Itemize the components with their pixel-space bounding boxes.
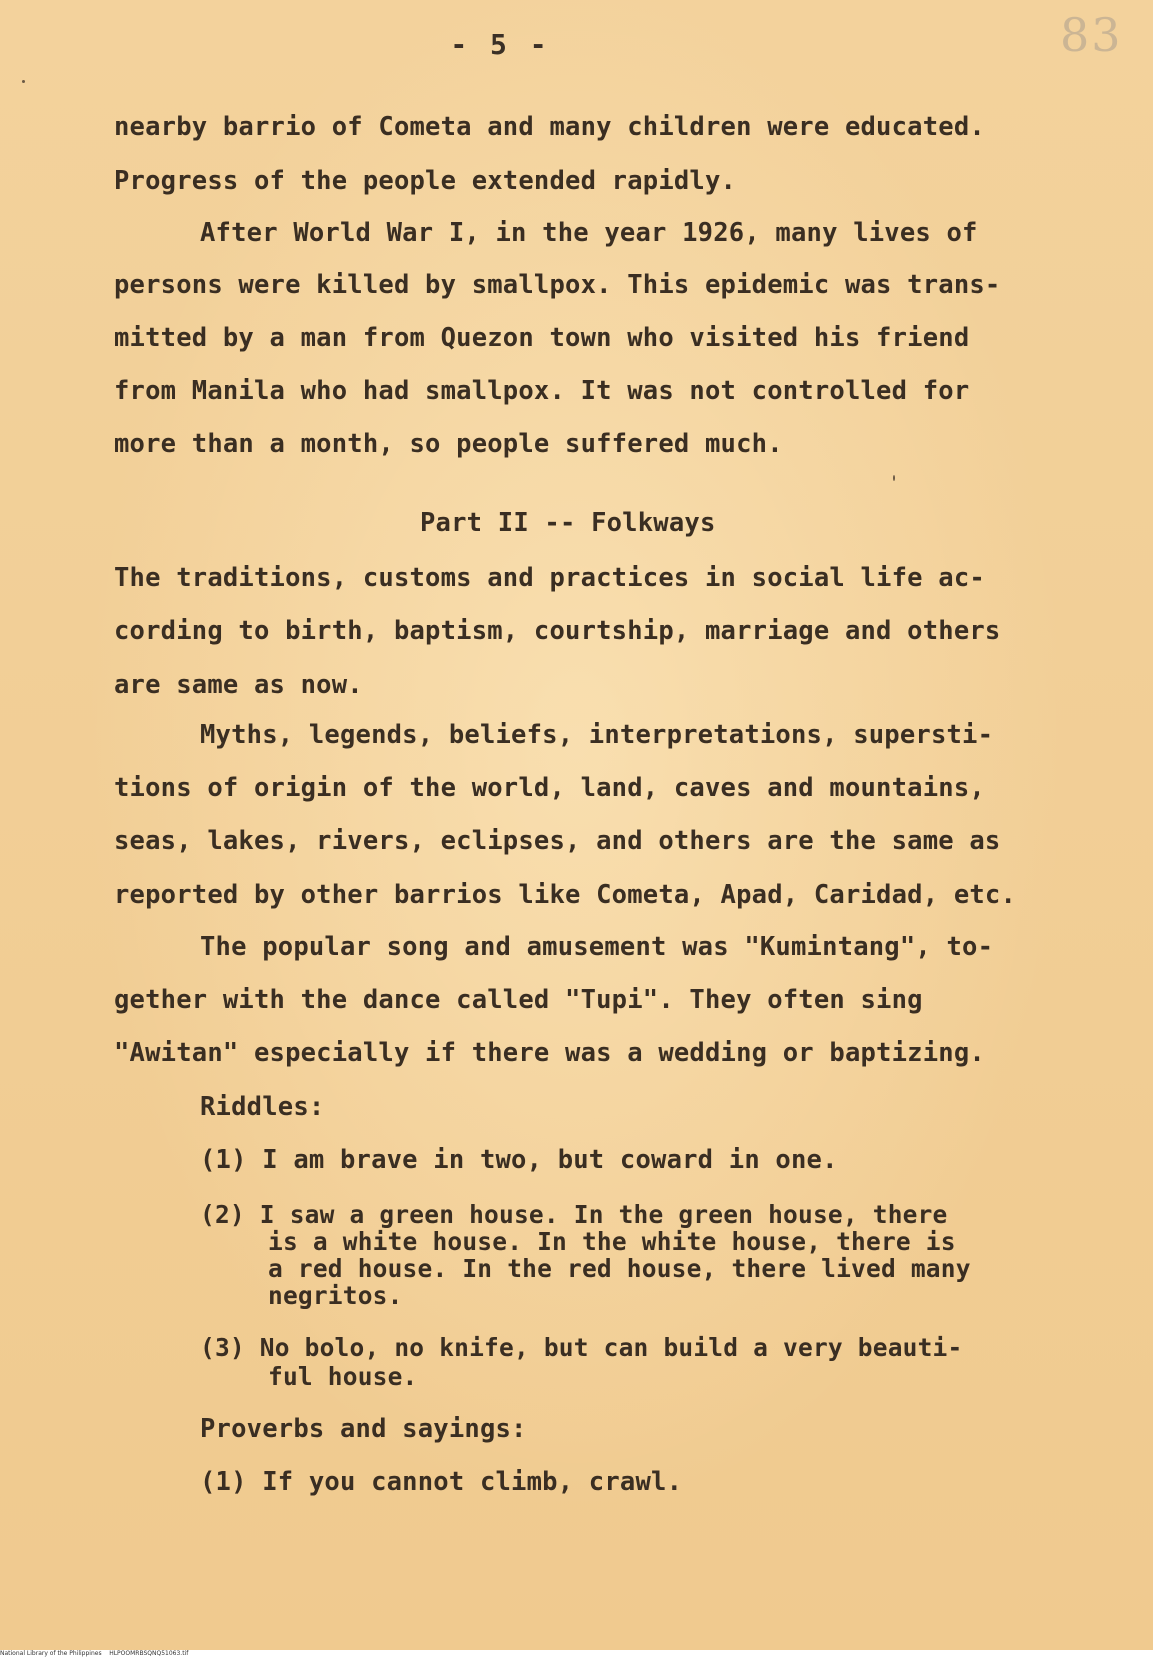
riddle-3-line-1: (3) No bolo, no knife, but can build a very beauti- xyxy=(200,1333,963,1362)
ink-speck xyxy=(893,475,895,481)
archive-footer: National Library of the Philippines HLPOOMRBSQNQ51063.tif xyxy=(0,1650,1153,1658)
riddle-2-line-1: (2) I saw a green house. In the green house, there xyxy=(200,1200,948,1229)
riddle-2-line-4: negritos. xyxy=(268,1281,403,1310)
riddle-2-line-3: a red house. In the red house, there lived many xyxy=(268,1254,971,1283)
riddles-label: Riddles: xyxy=(200,1092,325,1122)
body-line-6: from Manila who had smallpox. It was not controlled for xyxy=(114,376,970,406)
archive-stamp-number: 83 xyxy=(1060,8,1123,62)
folkways-line-10: "Awitan" especially if there was a wedding or baptizing. xyxy=(114,1038,985,1068)
body-line-5: mitted by a man from Quezon town who visited his friend xyxy=(114,323,970,353)
section-heading: Part II -- Folkways xyxy=(420,508,716,538)
folkways-line-3: are same as now. xyxy=(114,670,363,700)
proverb-1: (1) If you cannot climb, crawl. xyxy=(200,1467,683,1497)
riddle-3-line-2: ful house. xyxy=(268,1362,418,1391)
folkways-line-1: The traditions, customs and practices in social life ac- xyxy=(114,563,985,593)
body-line-2: Progress of the people extended rapidly. xyxy=(114,166,737,196)
body-line-7: more than a month, so people suffered much. xyxy=(114,429,783,459)
body-line-3: After World War I, in the year 1926, many lives of xyxy=(200,218,978,248)
folkways-line-6: seas, lakes, rivers, eclipses, and others are the same as xyxy=(114,826,1001,856)
folkways-line-7: reported by other barrios like Cometa, Apad, Caridad, etc. xyxy=(114,880,1017,910)
riddle-2-line-2: is a white house. In the white house, there is xyxy=(268,1227,956,1256)
folkways-line-9: gether with the dance called "Tupi". They often sing xyxy=(114,985,923,1015)
page-number: - 5 - xyxy=(450,28,550,61)
body-line-1: nearby barrio of Cometa and many children were educated. xyxy=(114,112,985,142)
folkways-line-8: The popular song and amusement was "Kumintang", to- xyxy=(200,932,994,962)
folkways-line-2: cording to birth, baptism, courtship, marriage and others xyxy=(114,616,1001,646)
proverbs-label: Proverbs and sayings: xyxy=(200,1414,527,1444)
ink-speck xyxy=(22,80,25,83)
riddle-1: (1) I am brave in two, but coward in one. xyxy=(200,1145,838,1175)
folkways-line-4: Myths, legends, beliefs, interpretations, supersti- xyxy=(200,720,994,750)
body-line-4: persons were killed by smallpox. This epidemic was trans- xyxy=(114,270,1001,300)
folkways-line-5: tions of origin of the world, land, caves and mountains, xyxy=(114,773,985,803)
